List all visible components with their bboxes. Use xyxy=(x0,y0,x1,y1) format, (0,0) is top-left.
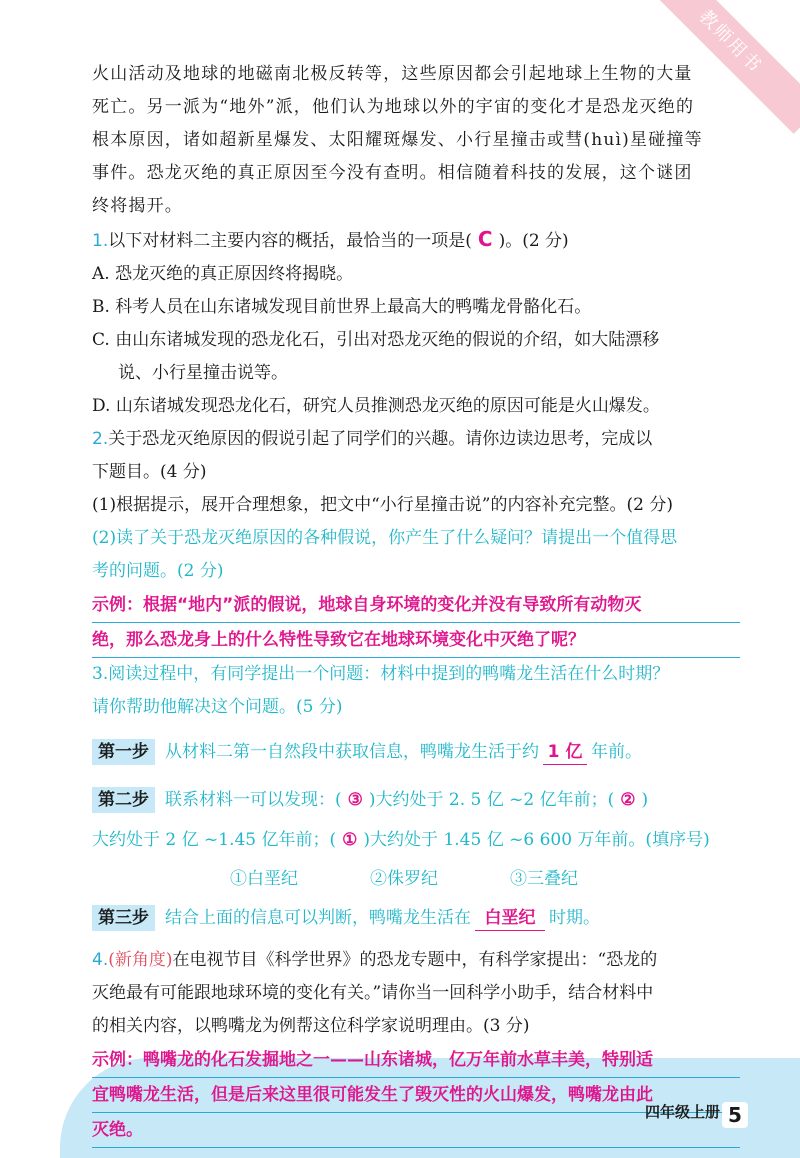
question-1-stem: 1.以下对材料二主要内容的概括，最恰当的一项是( C )。(2 分) xyxy=(92,227,569,251)
example-answer: 示例：根据“地内”派的假说，地球自身环境的变化并没有导致所有动物灭 xyxy=(92,588,740,623)
example-answer: 示例：鸭嘴龙的化石发掘地之一——山东诸城，亿万年前水草丰美，特别适 xyxy=(92,1043,740,1078)
question-4-stem: 4.(新角度)在电视节目《科学世界》的恐龙专题中，有科学家提出：“恐龙的 xyxy=(92,950,658,970)
example-answer-continued: 灭绝。 xyxy=(92,1113,740,1148)
grade-label: 四年级上册 xyxy=(644,1103,720,1121)
option-c: C. 由山东诸城发现的恐龙化石，引出对恐龙灭绝的假说的介绍，如大陆漂移 xyxy=(92,330,660,350)
question-2-stem-continued: 下题目。(4 分) xyxy=(92,462,207,482)
question-number: 3. xyxy=(92,664,109,684)
new-angle-tag: (新角度) xyxy=(108,950,173,970)
worksheet-content xyxy=(92,58,740,1148)
step-3-answer: 白垩纪 xyxy=(475,906,545,931)
question-2 xyxy=(92,423,740,658)
example-answer-continued: 宜鸭嘴龙生活，但是后来这里很可能发生了毁灭性的火山爆发，鸭嘴龙由此 xyxy=(92,1078,740,1113)
step-2-answer-2: ② xyxy=(620,790,636,810)
step-2-answer-1: ③ xyxy=(347,790,363,810)
passage-line: 死亡。另一派为“地外”派，他们认为地球以外的宇宙的变化才是恐龙灭绝的 xyxy=(92,97,695,117)
example-answer-continued: 绝，那么恐龙身上的什么特性导致它在地球环境变化中灭绝了呢？ xyxy=(92,623,740,658)
period-option: ①白垩纪 xyxy=(230,869,298,889)
step-2-answer-3: ① xyxy=(342,830,358,850)
question-2-sub2-continued: 考的问题。(2 分) xyxy=(92,561,224,581)
question-3-stem: 3.阅读过程中，有同学提出一个问题：材料中提到的鸭嘴龙生活在什么时期？ xyxy=(92,664,670,684)
question-1 xyxy=(92,223,740,423)
passage-line: 根本原因，诸如超新星爆发、太阳耀斑爆发、小行星撞击或彗(huì)星碰撞等 xyxy=(92,130,703,150)
page-number: 5 xyxy=(722,1102,748,1128)
question-2-sub2: (2)读了关于恐龙灭绝原因的各种假说，你产生了什么疑问？请提出一个值得思 xyxy=(92,528,678,548)
passage xyxy=(92,58,740,223)
question-3-stem-continued: 请你帮助他解决这个问题。(5 分) xyxy=(92,697,343,717)
period-option: ③三叠纪 xyxy=(510,869,578,889)
passage-line: 事件。恐龙灭绝的真正原因至今没有查明。相信随着科技的发展，这个谜团 xyxy=(92,163,693,183)
answer-choice: C xyxy=(477,227,493,251)
question-2-stem: 2.关于恐龙灭绝原因的假说引起了同学们的兴趣。请你边读边思考，完成以 xyxy=(92,429,653,449)
step-3: 第三步 结合上面的信息可以判断，鸭嘴龙生活在 白垩纪 时期。 xyxy=(92,898,740,938)
question-4 xyxy=(92,944,740,1148)
option-b: B. 科考人员在山东诸城发现目前世界上最高大的鸭嘴龙骨骼化石。 xyxy=(92,297,592,317)
period-option: ②侏罗纪 xyxy=(370,869,438,889)
question-number: 2. xyxy=(92,429,109,449)
option-a: A. 恐龙灭绝的真正原因终将揭晓。 xyxy=(92,264,354,284)
question-2-sub1: (1)根据提示，展开合理想象，把文中“小行星撞击说”的内容补充完整。(2 分) xyxy=(92,495,673,515)
step-1-answer: 1 亿 xyxy=(543,740,587,765)
teacher-edition-tab: 教师用书 xyxy=(638,0,800,134)
step-2: 第二步 联系材料一可以发现：( ③ )大约处于 2. 5 亿 ~2 亿年前；( ② ) xyxy=(92,780,740,820)
period-options xyxy=(92,860,740,898)
option-d: D. 山东诸城发现恐龙化石，研究人员推测恐龙灭绝的原因可能是火山爆发。 xyxy=(92,396,660,416)
step-2-continued: 大约处于 2 亿 ~1.45 亿年前；( ① )大约处于 1.45 亿 ~6 600 万年前。(填序号) xyxy=(92,830,710,850)
step-1-tag: 第一步 xyxy=(92,739,155,765)
step-1: 第一步 从材料二第一自然段中获取信息，鸭嘴龙生活于约 1 亿 年前。 xyxy=(92,732,740,772)
question-number: 1. xyxy=(92,231,109,251)
question-4-stem-continued: 灭绝最有可能跟地球环境的变化有关。”请你当一回科学小助手，结合材料中 xyxy=(92,983,654,1003)
step-3-tag: 第三步 xyxy=(92,905,155,931)
question-3 xyxy=(92,658,740,938)
option-c-continued: 说、小行星撞击说等。 xyxy=(118,363,288,383)
question-4-stem-continued: 的相关内容，以鸭嘴龙为例帮这位科学家说明理由。(3 分) xyxy=(92,1016,530,1036)
passage-line: 火山活动及地球的地磁南北极反转等，这些原因都会引起地球上生物的大量 xyxy=(92,64,693,84)
passage-line: 终将揭开。 xyxy=(92,196,183,216)
question-number: 4. xyxy=(92,950,109,970)
step-2-tag: 第二步 xyxy=(92,787,155,813)
